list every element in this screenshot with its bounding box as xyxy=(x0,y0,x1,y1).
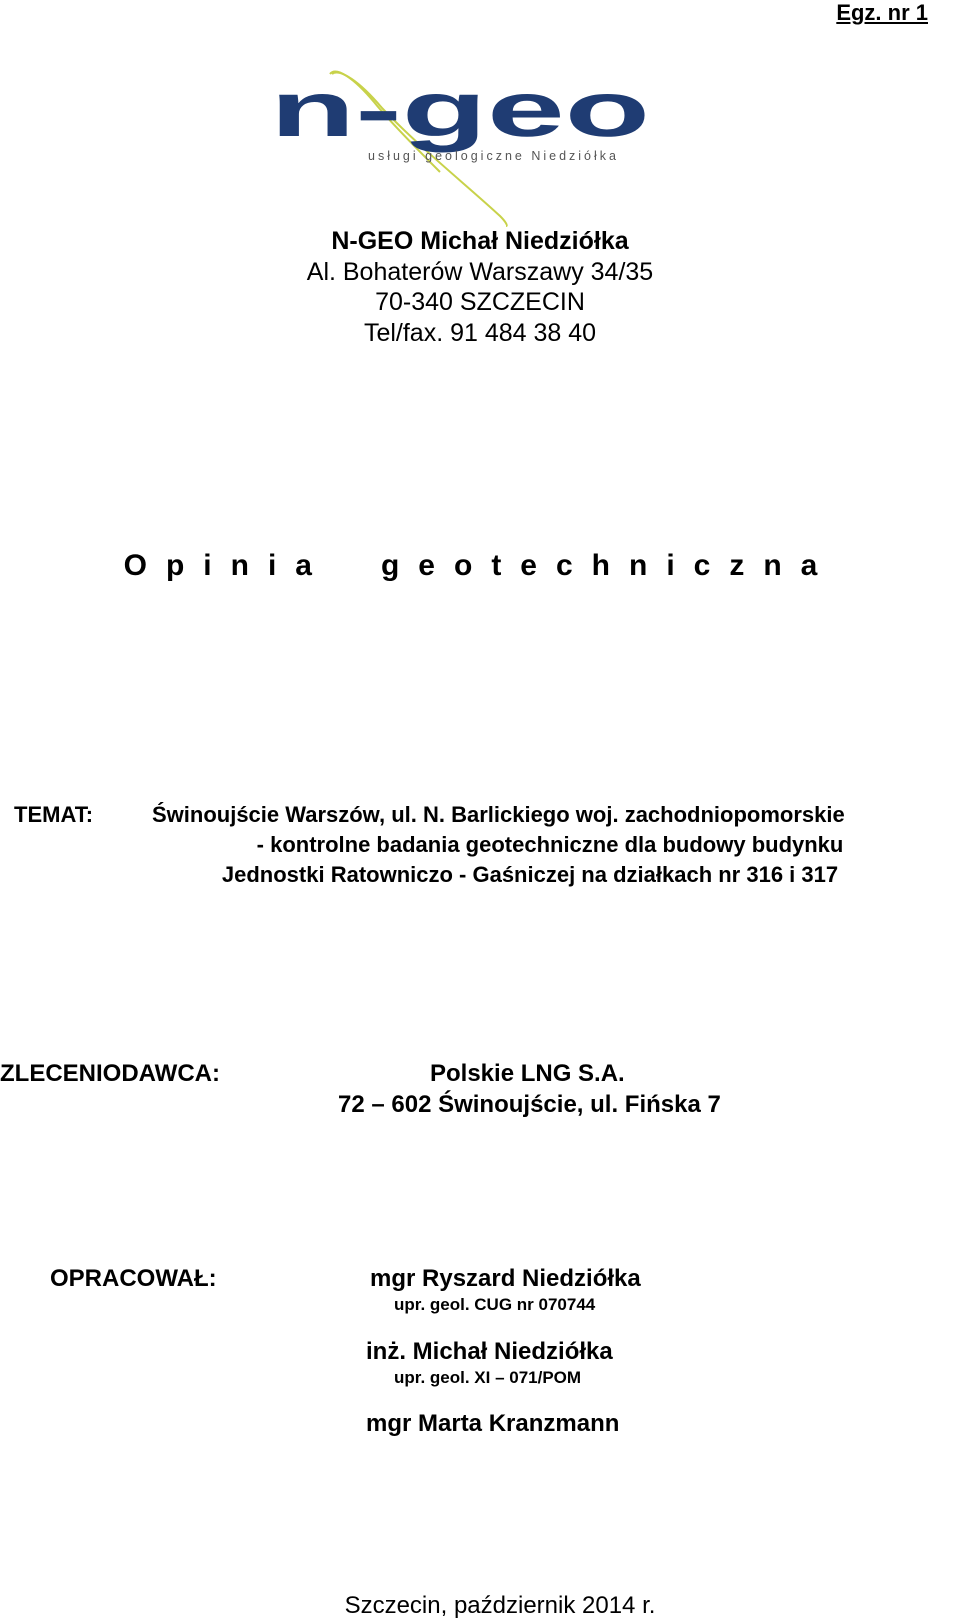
author-3-name: mgr Marta Kranzmann xyxy=(366,1410,620,1437)
topic-line-3: Jednostki Ratowniczo - Gaśniczej na działkach nr 316 i 317 xyxy=(221,862,839,887)
client-address: 72 – 602 Świnoujście, ul. Fińska 7 xyxy=(338,1091,721,1118)
place-date: Szczecin, październik 2014 r. xyxy=(344,1592,656,1619)
company-phone: Tel/fax. 91 484 38 40 xyxy=(363,318,597,347)
author-1-registration: upr. geol. CUG nr 070744 xyxy=(394,1295,596,1314)
topic-line-1: Świnoujście Warszów, ul. N. Barlickiego woj. zachodniopomorskie xyxy=(152,802,845,827)
copy-number: Egz. nr 1 xyxy=(836,0,928,25)
logo-tagline: usługi geologiczne Niedziółka xyxy=(368,149,619,163)
company-city: 70-340 SZCZECIN xyxy=(375,288,585,316)
author-2-registration: upr. geol. XI – 071/POM xyxy=(394,1368,582,1387)
company-name: N-GEO Michał Niedziółka xyxy=(331,227,629,255)
authors-label: OPRACOWAŁ: xyxy=(50,1265,217,1292)
title-word-2: geotechniczna xyxy=(380,549,837,582)
logo-wordmark: n-geo xyxy=(270,68,650,153)
author-1-name: mgr Ryszard Niedziółka xyxy=(370,1265,641,1292)
company-street: Al. Bohaterów Warszawy 34/35 xyxy=(306,257,654,286)
client-label: ZLECENIODAWCA: xyxy=(0,1060,220,1087)
author-2-name: inż. Michał Niedziółka xyxy=(366,1338,613,1365)
topic-label: TEMAT: xyxy=(14,802,94,827)
company-info xyxy=(0,226,960,348)
topic-line-2: - kontrolne badania geotechniczne dla budowy budynku xyxy=(256,832,844,857)
client-name: Polskie LNG S.A. xyxy=(430,1060,625,1087)
company-logo xyxy=(270,68,690,228)
title-word-1: Opinia xyxy=(123,549,331,582)
document-title xyxy=(0,549,960,583)
